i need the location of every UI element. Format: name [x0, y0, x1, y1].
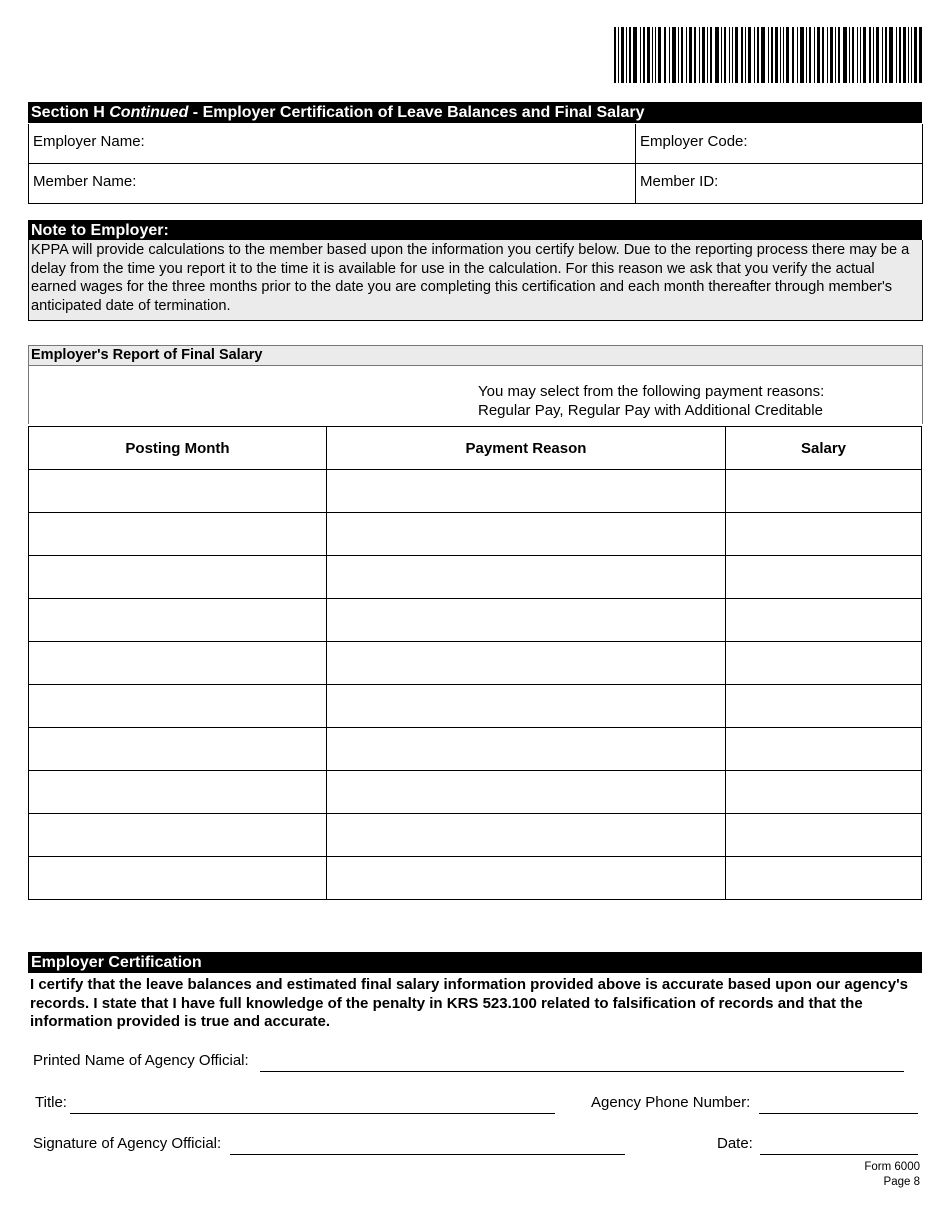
posting-month-cell[interactable] — [29, 814, 327, 857]
table-row — [29, 771, 922, 814]
employer-name-field[interactable] — [29, 124, 635, 163]
salary-cell[interactable] — [726, 771, 922, 814]
section-h-title-prefix: Section H — [31, 104, 105, 121]
signature-input[interactable] — [230, 1154, 625, 1155]
table-row — [29, 599, 922, 642]
column-header-payment-reason: Payment Reason — [327, 427, 726, 470]
posting-month-cell[interactable] — [29, 470, 327, 513]
table-row — [29, 642, 922, 685]
page-number: Page 8 — [883, 1175, 920, 1188]
salary-cell[interactable] — [726, 513, 922, 556]
employer-code-label: Employer Code: — [640, 133, 748, 150]
posting-month-cell[interactable] — [29, 513, 327, 556]
section-h-title-italic: Continued — [109, 104, 189, 121]
posting-month-cell[interactable] — [29, 685, 327, 728]
member-name-label: Member Name: — [33, 173, 137, 190]
posting-month-cell[interactable] — [29, 599, 327, 642]
title-input[interactable] — [70, 1113, 555, 1114]
posting-month-cell[interactable] — [29, 857, 327, 900]
payment-reason-cell[interactable] — [327, 470, 726, 513]
table-row — [29, 556, 922, 599]
note-body: KPPA will provide calculations to the member based upon the information you certify below. Due to the reporting process there may be a delay from the time you report it to the time it is available for use in the calculation. For this reason we ask that you verify the actual earned wages for the three months prior to the date you are completing this certification and each month thereafter through member's anticipated date of termination. — [28, 240, 923, 321]
column-header-salary: Salary — [726, 427, 922, 470]
posting-month-cell[interactable] — [29, 642, 327, 685]
title-label: Title: — [35, 1094, 67, 1111]
salary-cell[interactable] — [726, 814, 922, 857]
salary-cell[interactable] — [726, 685, 922, 728]
payment-reasons-box — [28, 366, 923, 424]
salary-cell[interactable] — [726, 556, 922, 599]
table-header-row — [29, 427, 922, 470]
note-header: Note to Employer: — [28, 220, 922, 241]
payment-reasons-text — [478, 383, 824, 420]
printed-name-input[interactable] — [260, 1071, 904, 1072]
final-salary-table — [28, 426, 922, 900]
payment-reason-cell[interactable] — [327, 556, 726, 599]
table-row — [29, 728, 922, 771]
section-h-title-suffix: - Employer Certification of Leave Balances and Final Salary — [192, 104, 645, 121]
salary-cell[interactable] — [726, 857, 922, 900]
form-number: Form 6000 — [864, 1161, 920, 1173]
barcode-image — [614, 27, 922, 83]
date-label: Date: — [717, 1135, 753, 1152]
employer-code-field[interactable] — [636, 124, 922, 163]
table-row — [29, 814, 922, 857]
posting-month-cell[interactable] — [29, 771, 327, 814]
payment-reasons-line-1: You may select from the following payment reasons: — [478, 383, 825, 400]
page-footer — [864, 1160, 920, 1189]
member-name-field[interactable] — [29, 164, 635, 203]
column-header-posting-month: Posting Month — [29, 427, 327, 470]
payment-reasons-line-2: Regular Pay, Regular Pay with Additional Creditable — [478, 401, 823, 419]
table-row — [29, 470, 922, 513]
payment-reason-cell[interactable] — [327, 685, 726, 728]
posting-month-cell[interactable] — [29, 728, 327, 771]
payment-reason-cell[interactable] — [327, 599, 726, 642]
section-h-header — [28, 102, 922, 123]
agency-phone-input[interactable] — [759, 1113, 918, 1114]
certification-statement: I certify that the leave balances and estimated final salary information provided above is accurate based upon our agency's records. I state that I have full knowledge of the penalty in KRS 523.100 related to falsification of records and that the information provided is true and accurate. — [30, 976, 909, 1031]
signature-label: Signature of Agency Official: — [33, 1135, 222, 1152]
final-salary-table-body — [29, 470, 922, 900]
date-input[interactable] — [760, 1154, 918, 1155]
payment-reason-cell[interactable] — [327, 771, 726, 814]
payment-reason-cell[interactable] — [327, 814, 726, 857]
agency-phone-label: Agency Phone Number: — [591, 1094, 751, 1111]
table-row — [29, 513, 922, 556]
certification-header: Employer Certification — [28, 952, 922, 973]
member-id-label: Member ID: — [640, 173, 719, 190]
member-id-field[interactable] — [636, 164, 922, 203]
employer-name-label: Employer Name: — [33, 133, 145, 150]
salary-cell[interactable] — [726, 599, 922, 642]
payment-reason-cell[interactable] — [327, 642, 726, 685]
report-header: Employer's Report of Final Salary — [28, 345, 923, 366]
payment-reason-cell[interactable] — [327, 728, 726, 771]
salary-cell[interactable] — [726, 470, 922, 513]
payment-reason-cell[interactable] — [327, 857, 726, 900]
posting-month-cell[interactable] — [29, 556, 327, 599]
table-row — [29, 685, 922, 728]
payment-reason-cell[interactable] — [327, 513, 726, 556]
employer-member-info-box — [28, 124, 923, 204]
salary-cell[interactable] — [726, 642, 922, 685]
printed-name-label: Printed Name of Agency Official: — [33, 1052, 249, 1069]
table-row — [29, 857, 922, 900]
salary-cell[interactable] — [726, 728, 922, 771]
